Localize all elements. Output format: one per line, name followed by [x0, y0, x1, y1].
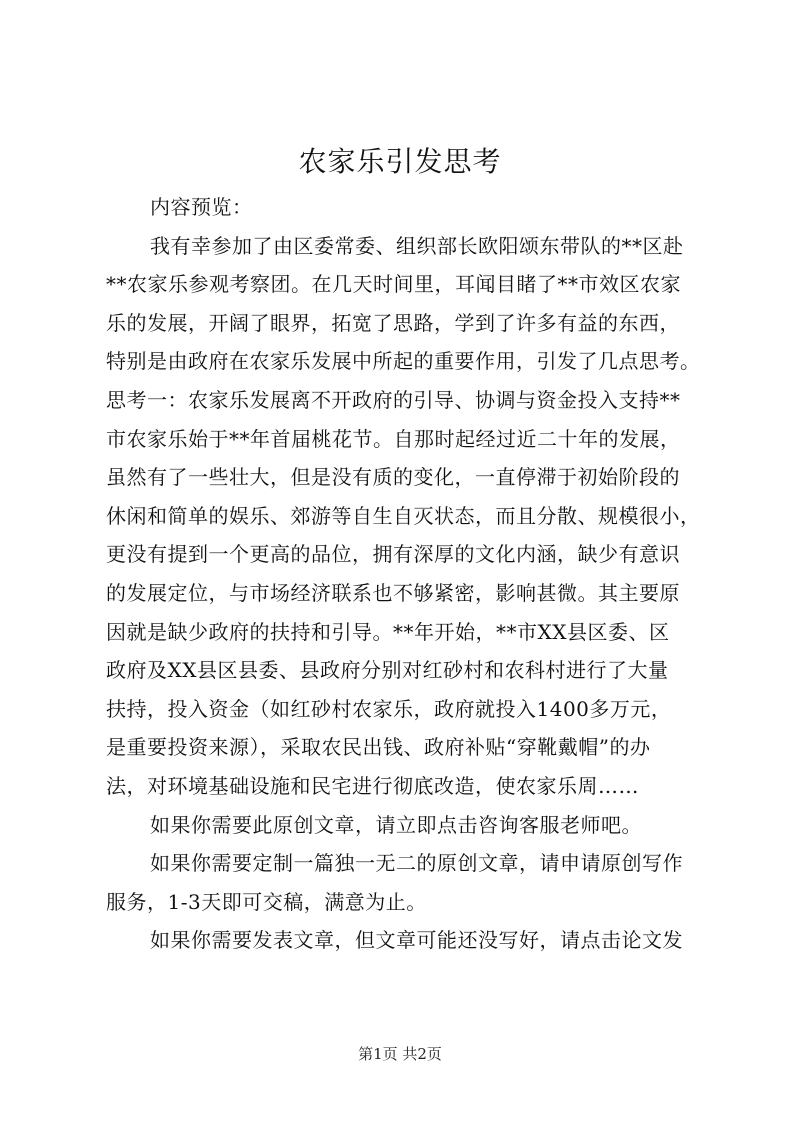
body-line: 乐的发展，开阔了眼界，拓宽了思路，学到了许多有益的东西，: [106, 310, 680, 335]
document-title: 农家乐引发思考: [298, 145, 502, 178]
body-line: 休闲和简单的娱乐、郊游等自生自灭状态，而且分散、规模很小，: [106, 503, 701, 528]
custom-writing-text: 服务，1-3天即可交稿，满意为止。: [106, 889, 427, 914]
body-line: 我有幸参加了由区委常委、组织部长欧阳颂东带队的**区赴: [150, 233, 684, 258]
body-line: 市农家乐始于**年首届桃花节。自那时起经过近二十年的发展，: [106, 426, 681, 451]
body-line: 政府及XX县区县委、县政府分别对红砂村和农科村进行了大量: [106, 658, 669, 683]
body-line: **农家乐参观考察团。在几天时间里，耳闻目睹了**市效区农家: [106, 272, 681, 297]
body-line: 扶持，投入资金（如红砂村农家乐，政府就投入1400多万元，: [106, 696, 672, 721]
preview-label: 内容预览：: [150, 195, 253, 219]
purchase-link-text: 如果你需要此原创文章，请立即点击咨询客服老师吧。: [150, 812, 642, 837]
body-line: 法，对环境基础设施和民宅进行彻底改造，使农家乐周……: [106, 773, 639, 798]
body-line: 的发展定位，与市场经济联系也不够紧密，影响甚微。其主要原: [106, 580, 680, 605]
page-number: 第1页 共2页: [358, 1045, 442, 1063]
body-line: 更没有提到一个更高的品位，拥有深厚的文化内涵，缺少有意识: [106, 542, 680, 567]
custom-writing-text: 如果你需要定制一篇独一无二的原创文章，请申请原创写作: [150, 851, 683, 876]
body-line: 因就是缺少政府的扶持和引导。**年开始，**市XX县区委、区: [106, 619, 670, 644]
document-body: [106, 188, 710, 960]
body-line: 虽然有了一些壮大，但是没有质的变化，一直停滞于初始阶段的: [106, 465, 680, 490]
publish-article-text: 如果你需要发表文章，但文章可能还没写好，请点击论文发: [150, 928, 683, 953]
body-line: 是重要投资来源），采取农民出钱、政府补贴“穿靴戴帽”的办: [106, 735, 651, 760]
body-line: 思考一：农家乐发展离不开政府的引导、协调与资金投入支持**: [106, 387, 681, 412]
body-line: 特别是由政府在农家乐发展中所起的重要作用，引发了几点思考。: [106, 349, 701, 374]
